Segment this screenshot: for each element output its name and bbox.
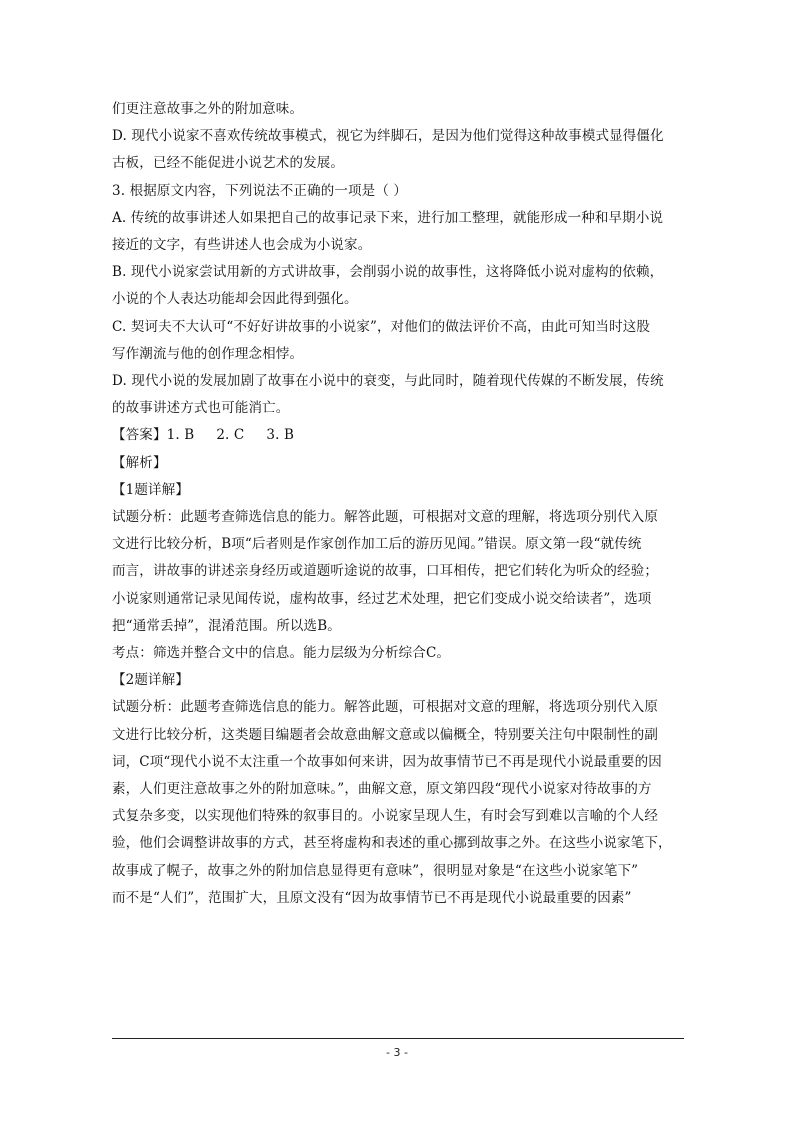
q2-line: 试题分析：此题考查筛选信息的能力。解答此题，可根据对文意的理解，将选项分别代入原 <box>112 699 658 716</box>
document-body <box>112 96 684 912</box>
q1-line: 文进行比较分析，B项“后者则是作家创作加工后的游历见闻。”错误。原文第一段“就传统 <box>112 536 642 553</box>
q1-line: 把“通常丢掉”，混淆范围。所以选B。 <box>112 617 341 634</box>
q1-line: 而言，讲故事的讲述亲身经历或道题听途说的故事，口耳相传，把它们转化为听众的经验； <box>112 563 658 580</box>
text-line: 写作潮流与他的创作理念相悖。 <box>112 345 304 362</box>
question-3: 3. 根据原文内容，下列说法不正确的一项是（ ） <box>112 182 408 199</box>
option-c-line: C. 契诃夫不大认可“不好好讲故事的小说家”，对他们的做法评价不高，由此可知当时这股 <box>112 318 651 335</box>
q2-line: 式复杂多变，以实现他们特殊的叙事目的。小说家呈现人生，有时会写到难以言喻的个人经 <box>112 808 658 825</box>
page-number: - 3 - <box>386 1046 408 1059</box>
q2-line: 文进行比较分析，这类题目编题者会故意曲解文意或以偏概全，特别要关注句中限制性的副 <box>112 726 658 743</box>
text-line: 接近的文字，有些讲述人也会成为小说家。 <box>112 237 372 254</box>
q1-line: 小说家则通常记录见闻传说，虚构故事，经过艺术处理，把它们变成小说交给读者”，选项 <box>112 590 652 607</box>
answer-item: 1. B <box>166 427 195 444</box>
analysis-heading: 【解析】 <box>112 454 167 471</box>
q2-heading: 【2题详解】 <box>112 672 189 689</box>
answer-item: 3. B <box>266 427 295 444</box>
answer-line <box>112 422 684 449</box>
text-line: 们更注意故事之外的附加意味。 <box>112 101 304 117</box>
option-d-line: D. 现代小说家不喜欢传统故事模式，视它为绊脚石，是因为他们觉得这种故事模式显得僵化 <box>112 128 664 145</box>
answer-label: 【答案】 <box>112 427 167 444</box>
option-a-line: A. 传统的故事讲述人如果把自己的故事记录下来，进行加工整理，就能形成一种和早期小说 <box>112 209 664 226</box>
text-line: 的故事讲述方式也可能消亡。 <box>112 400 290 417</box>
q2-line: 故事成了幌子，故事之外的附加信息显得更有意味”，很明显对象是“在这些小说家笔下” <box>112 862 639 879</box>
q1-heading: 【1题详解】 <box>112 481 189 498</box>
q2-line: 素，人们更注意故事之外的附加意味。”，曲解文意，原文第四段“现代小说家对待故事的方 <box>112 781 652 798</box>
q2-line: 验，他们会调整讲故事的方式，甚至将虚构和表述的重心挪到故事之外。在这些小说家笔下， <box>112 835 672 852</box>
answer-item: 2. C <box>216 427 245 444</box>
q1-line: 试题分析：此题考查筛选信息的能力。解答此题，可根据对文意的理解，将选项分别代入原 <box>112 509 658 526</box>
option-d-line: D. 现代小说的发展加剧了故事在小说中的衰变，与此同时，随着现代传媒的不断发展，传统 <box>112 373 664 390</box>
q2-line: 词，C项“现代小说不太注重一个故事如何来讲，因为故事情节已不再是现代小说最重要的因 <box>112 753 662 770</box>
footer-divider <box>112 1038 684 1039</box>
text-line: 古板，已经不能促进小说艺术的发展。 <box>112 155 345 172</box>
text-line: 小说的个人表达功能却会因此得到强化。 <box>112 291 358 308</box>
q1-keypoint: 考点：筛选并整合文中的信息。能力层级为分析综合C。 <box>112 645 451 662</box>
q2-line: 而不是“人们”，范围扩大，且原文没有“因为故事情节已不再是现代小说最重要的因素” <box>112 889 632 906</box>
option-b-line: B. 现代小说家尝试用新的方式讲故事，会削弱小说的故事性，这将降低小说对虚构的依赖， <box>112 264 664 281</box>
